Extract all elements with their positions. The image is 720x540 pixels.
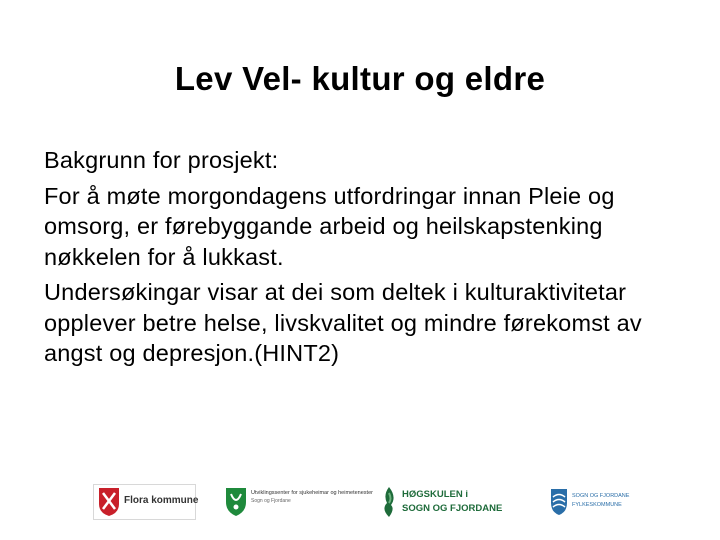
body-paragraph-heading: Bakgrunn for prosjekt: [44,147,279,173]
fylkeskommune-line2: FYLKESKOMMUNE [572,502,622,508]
utviklingssenter-emblem-icon [224,486,248,518]
body-paragraph-research: Undersøkingar visar at dei som deltek i kulturaktivitetar opplever betre helse, livskvalitet og mindre førekomst av angst og depresjon.(HINT2) [44,279,642,366]
utviklingssenter-line1: Utviklingssenter for sjukeheimar og heimetenester [251,490,373,496]
fylkeskommune-logo [548,484,648,520]
hogskulen-line1: HØGSKULEN i [402,489,468,500]
flora-logo-text: Flora kommune [124,495,199,506]
slide-title: Lev Vel- kultur og eldre [174,60,546,97]
utviklingssenter-logo [223,484,373,520]
body-paragraph-challenge: For å møte morgondagens utfordringar innan Pleie og omsorg, er førebyggande arbeid og heilskapstenking nøkkelen for å lukkast. [44,182,615,270]
hogskulen-flame-icon [379,485,399,519]
slide-body [44,145,684,374]
utviklingssenter-line2: Sogn og Fjordane [251,498,291,504]
flora-kommune-logo [93,484,199,520]
flora-shield-icon [98,487,120,517]
hogskulen-logo [378,484,508,520]
hogskulen-line2: SOGN OG FJORDANE [402,503,503,514]
logo-strip [93,484,649,520]
fylkeskommune-line1: SOGN OG FJORDANE [572,493,630,499]
fylkeskommune-crest-icon [550,488,568,516]
